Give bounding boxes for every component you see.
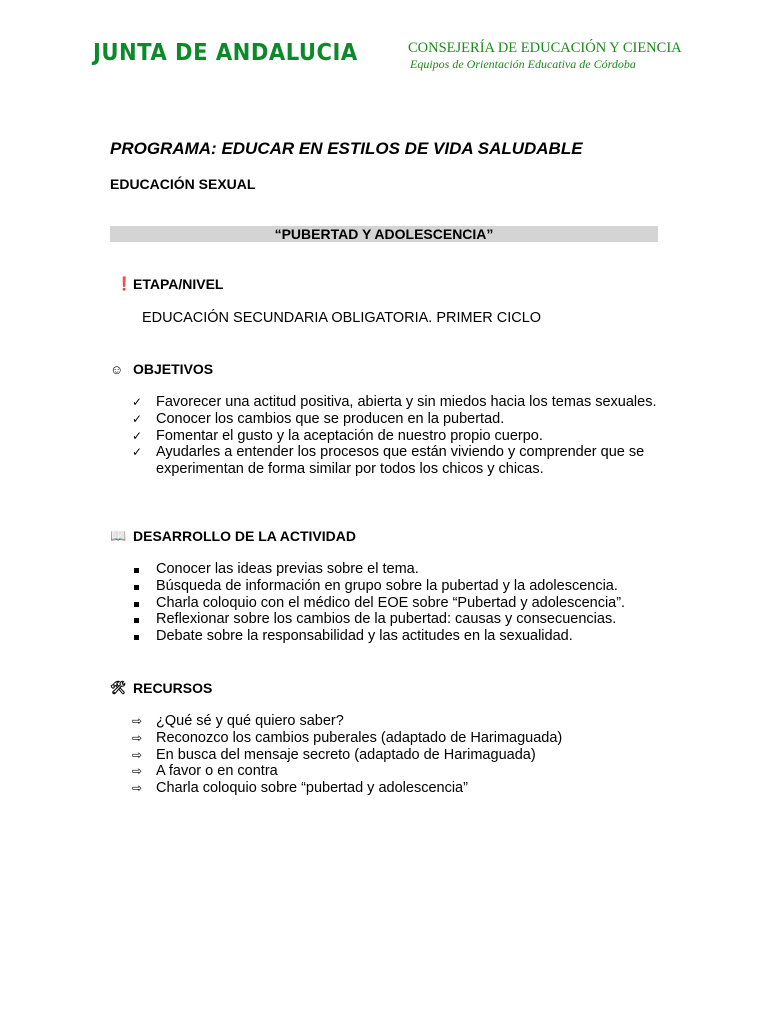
check-icon: ✓ bbox=[132, 445, 143, 460]
activity-title: “PUBERTAD Y ADOLESCENCIA” bbox=[274, 226, 494, 242]
list-item bbox=[132, 561, 692, 578]
list-item-text: Búsqueda de información en grupo sobre la pubertad y la adolescencia. bbox=[156, 577, 618, 594]
tools-icon: 🛠 bbox=[110, 680, 127, 695]
arrow-right-icon: ⇨ bbox=[132, 781, 143, 796]
stage-value: EDUCACIÓN SECUNDARIA OBLIGATORIA. PRIMER CICLO bbox=[142, 310, 542, 326]
list-item-text: Favorecer una actitud positiva, abierta y sin miedos hacia los temas sexuales. bbox=[156, 394, 657, 410]
header-department bbox=[408, 40, 682, 71]
square-bullet-icon bbox=[134, 602, 139, 607]
junta-andalucia-logo: JUNTA DE ANDALUCIA bbox=[93, 40, 358, 66]
smiley-icon: ☺ bbox=[110, 361, 124, 377]
stage-heading bbox=[110, 276, 224, 292]
development-heading-label: DESARROLLO DE LA ACTIVIDAD bbox=[133, 528, 356, 544]
list-item bbox=[132, 730, 692, 747]
list-item-text: Ayudarles a entender los procesos que están viviendo y comprender que se experimentan de forma similar por todos los chicos y chicas. bbox=[156, 444, 645, 478]
department-subtitle: Equipos de Orientación Educativa de Córdoba bbox=[410, 57, 636, 71]
book-icon: 📖 bbox=[110, 528, 127, 543]
arrow-right-icon: ⇨ bbox=[132, 747, 143, 762]
resources-list bbox=[132, 713, 692, 797]
list-item-text: ¿Qué sé y qué quiero saber? bbox=[156, 713, 344, 729]
objectives-list bbox=[132, 394, 672, 478]
square-bullet-icon bbox=[134, 618, 139, 623]
square-bullet-icon bbox=[134, 635, 139, 640]
program-title: PROGRAMA: EDUCAR EN ESTILOS DE VIDA SALUDABLE bbox=[110, 139, 583, 158]
list-item bbox=[132, 763, 692, 780]
list-item-text: Conocer las ideas previas sobre el tema. bbox=[156, 561, 419, 577]
arrow-right-icon: ⇨ bbox=[132, 764, 143, 779]
check-icon: ✓ bbox=[132, 395, 143, 409]
list-item bbox=[132, 444, 672, 478]
list-item-text: Charla coloquio con el médico del EOE sobre “Pubertad y adolescencia”. bbox=[156, 594, 626, 611]
square-bullet-icon bbox=[134, 568, 139, 573]
list-item bbox=[132, 747, 692, 764]
list-item-text: Charla coloquio sobre “pubertad y adolescencia” bbox=[156, 780, 468, 797]
development-heading bbox=[110, 528, 356, 544]
list-item bbox=[132, 595, 692, 612]
list-item bbox=[132, 394, 672, 411]
list-item-text: A favor o en contra bbox=[156, 763, 278, 780]
objectives-heading-label: OBJETIVOS bbox=[133, 361, 214, 377]
objectives-heading bbox=[110, 361, 213, 377]
list-item bbox=[132, 411, 672, 428]
stage-heading-label: ETAPA/NIVEL bbox=[133, 276, 224, 292]
list-item bbox=[132, 628, 692, 645]
list-item-text: En busca del mensaje secreto (adaptado de Harimaguada) bbox=[156, 746, 536, 763]
resources-heading-label: RECURSOS bbox=[133, 680, 213, 696]
list-item bbox=[132, 611, 692, 628]
list-item bbox=[132, 578, 692, 595]
arrow-right-icon: ⇨ bbox=[132, 714, 143, 728]
resources-heading bbox=[110, 680, 212, 696]
check-icon: ✓ bbox=[132, 428, 143, 443]
department-title: CONSEJERÍA DE EDUCACIÓN Y CIENCIA bbox=[408, 40, 682, 56]
list-item bbox=[132, 780, 692, 797]
activity-title-bar bbox=[110, 226, 658, 242]
list-item-text: Reflexionar sobre los cambios de la pubertad: causas y consecuencias. bbox=[156, 611, 617, 628]
list-item-text: Reconozco los cambios puberales (adaptado de Harimaguada) bbox=[156, 729, 563, 746]
section-subtitle: EDUCACIÓN SEXUAL bbox=[110, 176, 256, 192]
list-item bbox=[132, 428, 672, 445]
development-list bbox=[132, 561, 692, 645]
list-item-text: Conocer los cambios que se producen en la pubertad. bbox=[156, 410, 505, 427]
square-bullet-icon bbox=[134, 585, 139, 590]
check-icon: ✓ bbox=[132, 411, 143, 426]
list-item bbox=[132, 713, 692, 730]
list-item-text: Fomentar el gusto y la aceptación de nuestro propio cuerpo. bbox=[156, 427, 543, 444]
arrow-right-icon: ⇨ bbox=[132, 730, 143, 745]
list-item-text: Debate sobre la responsabilidad y las actitudes en la sexualidad. bbox=[156, 628, 573, 645]
exclamation-icon: ❗ bbox=[116, 276, 133, 291]
